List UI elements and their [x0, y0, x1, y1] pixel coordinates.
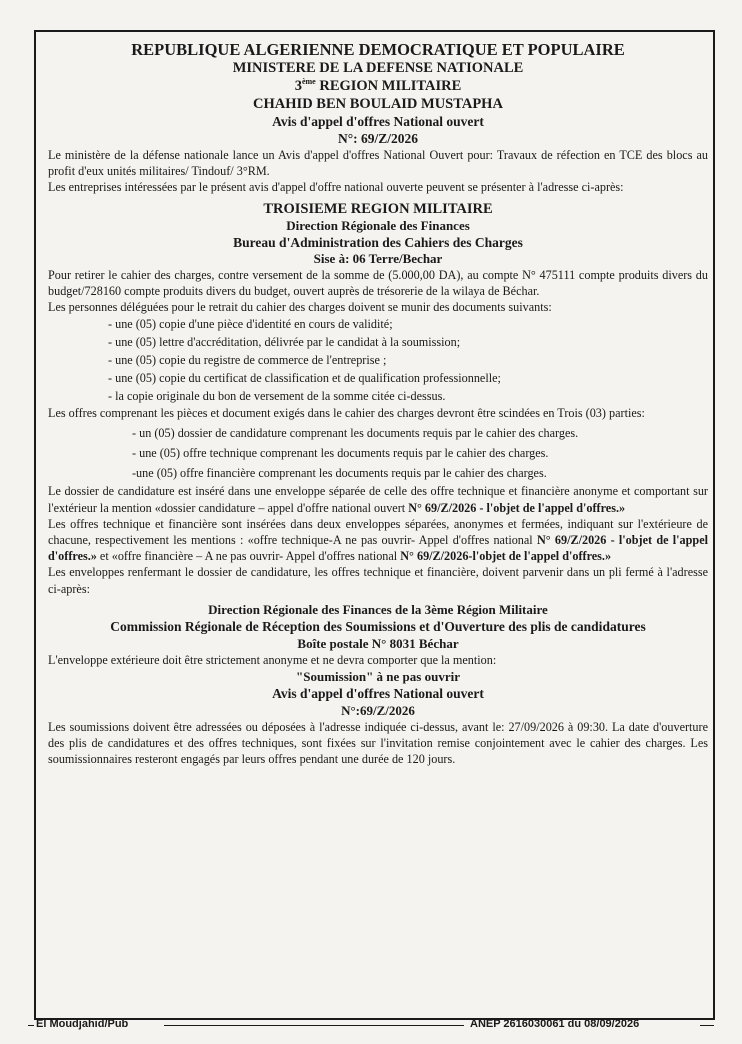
address2-bp: Boîte postale N° 8031 Béchar	[297, 635, 459, 651]
header-unit: CHAHID BEN BOULAID MUSTAPHA	[253, 96, 503, 112]
list-item: -une (05) offre financière comprenant les documents requis par le cahier des charges.	[132, 466, 547, 481]
footer	[28, 1016, 718, 1034]
address2-direction: Direction Régionale des Finances de la 3ème Région Militaire	[208, 601, 548, 617]
address2-commission: Commission Régionale de Réception des Soumissions et d'Ouverture des plis de candidatures	[110, 618, 646, 634]
closing-soumission: "Soumission" à ne pas ouvrir	[296, 669, 460, 685]
header-avis: Avis d'appel d'offres National ouvert	[272, 114, 484, 129]
address1-bureau: Bureau d'Administration des Cahiers des Charges	[233, 234, 523, 250]
offres-paragraph: Les offres comprenant les pièces et document exigés dans le cahier des charges devront être scindées en Trois (03) parties:	[48, 406, 645, 421]
retrait-paragraph: Pour retirer le cahier des charges, contre versement de la somme de (5.000,00 DA), au compte N° 475111 compte produits divers du budget/728160 compte produits divers du budget, ouvert auprès de trésorerie de la wilaya de Béchar.	[48, 267, 708, 298]
header-numero: N°: 69/Z/2026	[337, 131, 419, 146]
header-ministry: MINISTERE DE LA DEFENSE NATIONALE	[232, 60, 524, 76]
address1-direction: Direction Régionale des Finances	[286, 217, 470, 233]
closing-avis: Avis d'appel d'offres National ouvert	[272, 686, 484, 702]
list-item: - une (05) copie du registre de commerce de l'entreprise ;	[108, 353, 387, 368]
intro-paragraph: Le ministère de la défense nationale lance un Avis d'appel d'offres National Ouvert pour: Travaux de réfection en TCE des blocs au profit d'eux unités militaires/ Tindouf/ 3°RM.	[48, 148, 708, 179]
list-item: - une (05) copie d'une pièce d'identité en cours de validité;	[108, 317, 393, 332]
list-item: - une (05) offre technique comprenant les documents requis par le cahier des charges.	[132, 446, 549, 461]
enveloppes-paragraph: Les offres technique et financière sont insérées dans deux enveloppes séparées, anonymes et fermées, indiquant sur l'extérieure de chacune, respectivement les mentions : «offre technique-A ne pas ouvrir- Appel d'offres national N° 69/Z/2026 - l'objet de l'appel d'offres.» et «offre financière – A ne pas ouvrir- Appel d'offres national N° 69/Z/2026-l'objet de l'appel d'offres.»	[48, 516, 708, 564]
address1-sise: Sise à: 06 Terre/Bechar	[313, 250, 443, 266]
parvenir-paragraph: Les enveloppes renfermant le dossier de candidature, les offres technique et financière, doivent parvenir dans un pli fermé à l'adresse ci-après:	[48, 565, 708, 596]
dossier-paragraph: Le dossier de candidature est inséré dans une enveloppe séparée de celle des offre technique et financière anonyme et comportant sur l'extérieur la mention «dossier candidature – appel d'offre national ouvert N° 69/Z/2026 - l'objet de l'appel d'offres.»	[48, 484, 708, 515]
list-item: - une (05) copie du certificat de classification et de qualification professionnelle;	[108, 371, 501, 386]
header-republic: REPUBLIQUE ALGERIENNE DEMOCRATIQUE ET POPULAIRE	[131, 40, 625, 59]
personnes-paragraph: Les personnes déléguées pour le retrait du cahier des charges doivent se munir des documents suivants:	[48, 300, 552, 315]
list-item: - un (05) dossier de candidature comprenant les documents requis par le cahier des charges.	[132, 426, 579, 441]
tender-notice	[48, 40, 708, 768]
closing-enveloppe: L'enveloppe extérieure doit être strictement anonyme et ne devra comporter que la mention:	[48, 652, 497, 667]
footer-reference: ANEP 2616030061 du 08/09/2026	[470, 1018, 640, 1030]
footer-publisher: El Moudjahid/Pub	[36, 1018, 129, 1030]
intro-address-note: Les entreprises intéressées par le présent avis d'appel d'offre national ouverte peuvent se présenter à l'adresse ci-après:	[48, 180, 624, 195]
closing-numero: N°:69/Z/2026	[341, 703, 415, 719]
address1-region: TROISIEME REGION MILITAIRE	[263, 200, 493, 217]
closing-paragraph: Les soumissions doivent être adressées ou déposées à l'adresse indiquée ci-dessus, avant le: 27/09/2026 à 09:30. La date d'ouverture des plis de candidatures et des offres techniques, sont fixées sur l'invitation remise conjointement avec le cahier des charges. Les soumissionnaires resteront engagés par leurs offres pendant une durée de 120 jours.	[48, 720, 708, 767]
list-item: - la copie originale du bon de versement de la somme citée ci-dessus.	[108, 389, 446, 404]
list-item: - une (05) lettre d'accréditation, délivrée par le candidat à la soumission;	[108, 335, 461, 350]
header-region: 3ème REGION MILITAIRE	[294, 77, 462, 94]
